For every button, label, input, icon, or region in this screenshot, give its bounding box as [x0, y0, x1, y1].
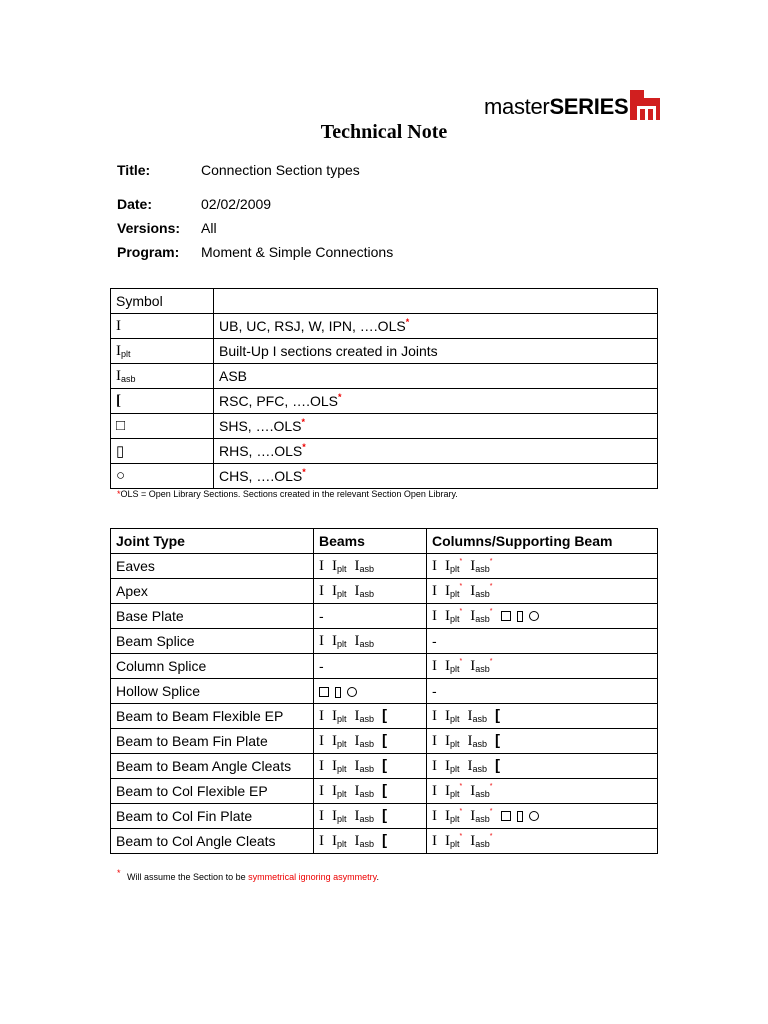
i-plt-symbol: Iplt [332, 808, 347, 824]
i-asb-symbol: Iasb [354, 558, 375, 574]
symbol-cell: Iasb [111, 364, 214, 389]
logo-mark-icon [630, 90, 660, 120]
joint-type-cell: Column Splice [111, 654, 314, 679]
i-asb-symbol: Iasb [354, 708, 375, 724]
i-asb-symbol: Iasb [354, 583, 375, 599]
joint-type-cell: Hollow Splice [111, 679, 314, 704]
i-plt-symbol: Iplt [445, 758, 460, 774]
i-plt-symbol: Iplt* [445, 808, 463, 824]
i-section-symbol: I [432, 783, 437, 799]
columns-cell [427, 779, 658, 804]
table-row [111, 364, 658, 389]
columns-cell [427, 604, 658, 629]
i-asb-symbol: Iasb* [470, 558, 493, 574]
joint-table [110, 528, 658, 854]
i-section-symbol: I [319, 783, 324, 799]
i-section-symbol: I [319, 758, 324, 774]
beams-cell [314, 704, 427, 729]
table-row [111, 554, 658, 579]
desc-cell: CHS, ….OLS* [214, 464, 658, 489]
i-plt-symbol: Iplt [332, 783, 347, 799]
symbol-header: Symbol [111, 289, 214, 314]
table-row [111, 314, 658, 339]
desc-cell: SHS, ….OLS* [214, 414, 658, 439]
i-section-symbol: I [319, 833, 324, 849]
symbol-cell: □ [111, 414, 214, 439]
columns-cell: - [427, 629, 658, 654]
symbol-table [110, 288, 658, 489]
beams-cell [314, 554, 427, 579]
i-plt-symbol: Iplt [332, 758, 347, 774]
i-plt-symbol: Iplt* [445, 658, 463, 674]
rhs-icon [335, 683, 347, 699]
shs-icon [319, 683, 335, 699]
i-asb-symbol: Iasb [354, 633, 375, 649]
mastereries-logo [484, 90, 660, 120]
i-plt-symbol: Iplt [332, 633, 347, 649]
beams-cell [314, 629, 427, 654]
page-title: Technical Note [320, 121, 448, 143]
beams-cell [314, 729, 427, 754]
i-asb-symbol: Iasb [354, 733, 375, 749]
table-row [111, 829, 658, 854]
i-section-symbol: I [432, 583, 437, 599]
joint-type-cell: Base Plate [111, 604, 314, 629]
joint-type-cell: Beam to Col Flexible EP [111, 779, 314, 804]
beams-cell [314, 579, 427, 604]
channel-symbol: [ [495, 732, 501, 749]
table-row [111, 464, 658, 489]
channel-symbol: [ [382, 807, 388, 824]
joint-type-cell: Beam to Beam Fin Plate [111, 729, 314, 754]
table-row [111, 579, 658, 604]
channel-symbol: [ [382, 832, 388, 849]
table-row [111, 729, 658, 754]
i-plt-symbol: Iplt [332, 708, 347, 724]
symbol-cell: ▯ [111, 439, 214, 464]
table-row [111, 804, 658, 829]
rhs-icon [517, 807, 529, 823]
i-asb-symbol: Iasb* [470, 783, 493, 799]
i-asb-symbol: Iasb [467, 708, 488, 724]
i-asb-symbol: Iasb* [470, 583, 493, 599]
header-columns: Columns/Supporting Beam [427, 529, 658, 554]
i-asb-symbol: Iasb* [470, 608, 493, 624]
i-asb-symbol: Iasb [354, 833, 375, 849]
columns-cell [427, 729, 658, 754]
beams-cell [314, 754, 427, 779]
symbol-cell: Iplt [111, 339, 214, 364]
channel-symbol: [ [382, 732, 388, 749]
i-asb-symbol: Iasb* [470, 808, 493, 824]
desc-cell: ASB [214, 364, 658, 389]
columns-cell [427, 754, 658, 779]
i-section-symbol: I [319, 583, 324, 599]
chs-icon [347, 683, 357, 699]
i-section-symbol: I [432, 558, 437, 574]
header-joint-type: Joint Type [111, 529, 314, 554]
table-row [111, 389, 658, 414]
i-plt-symbol: Iplt* [445, 558, 463, 574]
table-row [111, 779, 658, 804]
i-plt-symbol: Iplt [332, 733, 347, 749]
i-section-symbol: I [319, 733, 324, 749]
table-row [111, 679, 658, 704]
table-row [111, 414, 658, 439]
i-asb-symbol: Iasb* [470, 833, 493, 849]
beams-cell: - [314, 604, 427, 629]
i-section-symbol: I [319, 808, 324, 824]
i-asb-symbol: Iasb [354, 758, 375, 774]
columns-cell [427, 804, 658, 829]
i-asb-symbol: Iasb [354, 808, 375, 824]
symbol-cell: [ [111, 389, 214, 414]
i-plt-symbol: Iplt [332, 833, 347, 849]
i-plt-symbol: Iplt* [445, 833, 463, 849]
i-plt-symbol: Iplt [445, 708, 460, 724]
table-row [111, 704, 658, 729]
beams-cell: - [314, 654, 427, 679]
i-section-symbol: I [432, 658, 437, 674]
desc-cell: Built-Up I sections created in Joints [214, 339, 658, 364]
columns-cell [427, 554, 658, 579]
symbol-cell: I [111, 314, 214, 339]
beams-cell [314, 679, 427, 704]
columns-cell [427, 654, 658, 679]
i-plt-symbol: Iplt* [445, 783, 463, 799]
logo-text: masterSERIES [484, 94, 629, 119]
i-asb-symbol: Iasb [467, 733, 488, 749]
beams-cell [314, 779, 427, 804]
symmetry-footnote: * Will assume the Section to be symmetrical ignoring asymmetry. [117, 868, 379, 882]
chs-icon [529, 807, 539, 823]
table-row [111, 654, 658, 679]
columns-cell: - [427, 679, 658, 704]
i-plt-symbol: Iplt [332, 583, 347, 599]
table-header-row [111, 529, 658, 554]
channel-symbol: [ [382, 782, 388, 799]
i-section-symbol: I [432, 833, 437, 849]
beams-cell [314, 804, 427, 829]
i-section-symbol: I [319, 558, 324, 574]
channel-symbol: [ [382, 757, 388, 774]
rhs-icon [517, 607, 529, 623]
header-beams: Beams [314, 529, 427, 554]
table-row [111, 439, 658, 464]
i-plt-symbol: Iplt [332, 558, 347, 574]
desc-cell: RHS, ….OLS* [214, 439, 658, 464]
i-plt-symbol: Iplt* [445, 608, 463, 624]
columns-cell [427, 829, 658, 854]
channel-symbol: [ [382, 707, 388, 724]
joint-type-cell: Beam to Beam Flexible EP [111, 704, 314, 729]
chs-icon [529, 607, 539, 623]
i-section-symbol: I [319, 633, 324, 649]
table-row [111, 629, 658, 654]
i-section-symbol: I [432, 808, 437, 824]
i-section-symbol: I [319, 708, 324, 724]
i-asb-symbol: Iasb* [470, 658, 493, 674]
i-section-symbol: I [432, 708, 437, 724]
ols-footnote: *OLS = Open Library Sections. Sections created in the relevant Section Open Library. [117, 489, 458, 499]
i-plt-symbol: Iplt [445, 733, 460, 749]
beams-cell [314, 829, 427, 854]
i-section-symbol: I [432, 733, 437, 749]
joint-type-cell: Beam to Col Fin Plate [111, 804, 314, 829]
table-row [111, 339, 658, 364]
i-section-symbol: I [432, 758, 437, 774]
i-asb-symbol: Iasb [354, 783, 375, 799]
columns-cell [427, 704, 658, 729]
joint-type-cell: Beam to Col Angle Cleats [111, 829, 314, 854]
joint-type-cell: Beam to Beam Angle Cleats [111, 754, 314, 779]
table-row [111, 289, 658, 314]
desc-header [214, 289, 658, 314]
table-row [111, 604, 658, 629]
joint-type-cell: Apex [111, 579, 314, 604]
i-plt-symbol: Iplt* [445, 583, 463, 599]
channel-symbol: [ [495, 707, 501, 724]
joint-type-cell: Beam Splice [111, 629, 314, 654]
channel-symbol: [ [495, 757, 501, 774]
desc-cell: RSC, PFC, ….OLS* [214, 389, 658, 414]
joint-type-cell: Eaves [111, 554, 314, 579]
table-row [111, 754, 658, 779]
symbol-cell: ○ [111, 464, 214, 489]
i-asb-symbol: Iasb [467, 758, 488, 774]
shs-icon [501, 607, 517, 623]
desc-cell: UB, UC, RSJ, W, IPN, ….OLS* [214, 314, 658, 339]
shs-icon [501, 807, 517, 823]
i-section-symbol: I [432, 608, 437, 624]
columns-cell [427, 579, 658, 604]
